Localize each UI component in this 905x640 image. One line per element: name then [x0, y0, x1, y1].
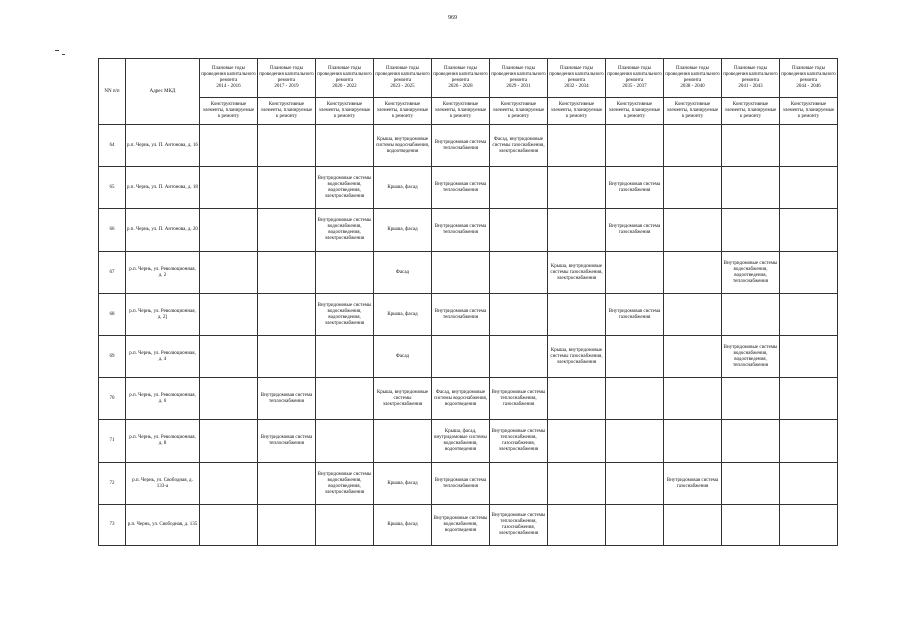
repair-cell: [548, 209, 606, 252]
repair-cell: [780, 125, 838, 167]
repair-cell: Внутридомовые системы водоснабжения, водоотведения, электроснабжения: [316, 463, 374, 505]
element-header: Конструктивные элементы, планируемые к ремонту: [722, 98, 780, 125]
repair-cell: [722, 420, 780, 463]
repair-cell: [780, 378, 838, 420]
period-label: Плановые годы проведения капитального ремонта: [259, 66, 314, 83]
row-number: 73: [99, 505, 126, 546]
repair-cell: Фасад: [374, 336, 432, 378]
repair-cell: [722, 378, 780, 420]
period-years: 2041 - 2043: [738, 84, 763, 89]
row-number: 70: [99, 378, 126, 420]
repair-cell: [316, 336, 374, 378]
repair-cell: [258, 209, 316, 252]
period-years: 2038 - 2040: [680, 84, 705, 89]
period-header: [258, 59, 316, 98]
num-header: NN п/п: [99, 59, 126, 125]
element-header: Конструктивные элементы, планируемые к ремонту: [258, 98, 316, 125]
repair-cell: Крыша, внутридомовые системы водоснабжения, водоотведения: [374, 125, 432, 167]
repair-cell: [664, 209, 722, 252]
repair-cell: [200, 420, 258, 463]
period-label: Плановые годы проведения капитального ремонта: [665, 66, 720, 83]
element-header: Конструктивные элементы, планируемые к ремонту: [432, 98, 490, 125]
table-row: [99, 125, 838, 167]
repair-cell: Крыша, фасад: [374, 505, 432, 546]
period-label: Плановые годы проведения капитального ремонта: [201, 66, 256, 83]
repair-cell: Внутридомовая система теплоснабжения: [432, 125, 490, 167]
repair-cell: [316, 420, 374, 463]
repair-cell: Крыша, фасад: [374, 167, 432, 209]
repair-cell: [200, 209, 258, 252]
period-header: [548, 59, 606, 98]
repair-cell: [606, 378, 664, 420]
repair-cell: [258, 463, 316, 505]
repair-cell: Крыша, фасад: [374, 463, 432, 505]
period-years: 2044 - 2046: [796, 84, 821, 89]
repair-cell: [200, 252, 258, 294]
repair-cell: Внутридомовая система теплоснабжения: [258, 378, 316, 420]
row-address: р.п. Чернь, ул. Революционная, д. 8: [126, 420, 200, 463]
period-years: 2029 - 2031: [506, 84, 531, 89]
repair-cell: [258, 505, 316, 546]
repair-cell: [490, 294, 548, 336]
repair-cell: Крыша, фасад: [374, 209, 432, 252]
repair-cell: [316, 505, 374, 546]
repair-cell: [548, 294, 606, 336]
table-row: [99, 252, 838, 294]
period-header: [664, 59, 722, 98]
row-number: 67: [99, 252, 126, 294]
repair-cell: [490, 336, 548, 378]
scan-mark: [62, 54, 65, 55]
table-body: [99, 125, 838, 546]
row-number: 71: [99, 420, 126, 463]
table-row: [99, 505, 838, 546]
repair-cell: [548, 125, 606, 167]
repair-cell: [780, 336, 838, 378]
repair-cell: [316, 252, 374, 294]
period-label: Плановые годы проведения капитального ремонта: [375, 66, 430, 83]
repair-cell: [780, 209, 838, 252]
repair-cell: [606, 420, 664, 463]
repair-cell: [780, 463, 838, 505]
repair-cell: [664, 167, 722, 209]
repair-cell: Внутридомовые системы водоснабжения, водоотведения: [432, 505, 490, 546]
repair-cell: [490, 209, 548, 252]
repair-cell: [548, 378, 606, 420]
repair-cell: [490, 252, 548, 294]
page-number: 969: [448, 15, 457, 21]
row-address: р.п. Чернь, ул. Свободная, д. 133-а: [126, 463, 200, 505]
table-row: [99, 167, 838, 209]
repair-cell: Внутридомовая система газоснабжения: [606, 294, 664, 336]
repair-cell: [722, 505, 780, 546]
repair-cell: [200, 167, 258, 209]
repair-cell: [548, 420, 606, 463]
repair-cell: [722, 209, 780, 252]
repair-cell: [606, 336, 664, 378]
period-label: Плановые годы проведения капитального ремонта: [433, 66, 488, 83]
period-header: [490, 59, 548, 98]
repair-cell: Фасад: [374, 252, 432, 294]
repair-cell: [316, 125, 374, 167]
repair-cell: Фасад, внутридомовые системы водоснабжения, водоотведения: [432, 378, 490, 420]
repair-cell: [200, 378, 258, 420]
table-row: [99, 209, 838, 252]
repair-cell: Внутридомовые системы теплоснабжения, газоснабжения, электроснабжения: [490, 505, 548, 546]
repair-cell: [490, 167, 548, 209]
period-label: Плановые годы проведения капитального ремонта: [723, 66, 778, 83]
repair-cell: [258, 252, 316, 294]
row-number: 66: [99, 209, 126, 252]
period-years: 2017 - 2019: [274, 84, 299, 89]
period-label: Плановые годы проведения капитального ремонта: [781, 66, 836, 83]
repair-cell: [200, 463, 258, 505]
row-number: 69: [99, 336, 126, 378]
period-header: [374, 59, 432, 98]
repair-cell: [316, 378, 374, 420]
row-number: 65: [99, 167, 126, 209]
row-address: р.п. Чернь, ул. П. Антонова, д. 16: [126, 125, 200, 167]
repair-cell: Внутридомовые системы водоснабжения, водоотведения, электроснабжения: [316, 167, 374, 209]
repair-cell: [664, 125, 722, 167]
row-address: р.п. Чернь, ул. Революционная, д. 2]: [126, 294, 200, 336]
repair-cell: [780, 167, 838, 209]
period-years: 2014 - 2016: [216, 84, 241, 89]
period-years: 2026 - 2028: [448, 84, 473, 89]
repair-cell: [490, 463, 548, 505]
element-header: Конструктивные элементы, планируемые к ремонту: [780, 98, 838, 125]
repair-cell: Внутридомовые системы теплоснабжения, газоснабжения: [490, 378, 548, 420]
repair-cell: Внутридомовая система теплоснабжения: [432, 209, 490, 252]
repair-cell: [258, 167, 316, 209]
period-header: [722, 59, 780, 98]
repair-cell: [606, 125, 664, 167]
repair-cell: Внутридомовая система газоснабжения: [664, 463, 722, 505]
repair-cell: Крыша, внутридомовые системы электроснабжения: [374, 378, 432, 420]
repair-cell: [780, 294, 838, 336]
period-header-row: [99, 59, 838, 98]
repair-cell: [548, 505, 606, 546]
repair-cell: [432, 336, 490, 378]
repair-cell: [722, 125, 780, 167]
repair-cell: [664, 294, 722, 336]
element-header: Конструктивные элементы, планируемые к ремонту: [316, 98, 374, 125]
element-header-row: [99, 98, 838, 125]
repair-cell: Внутридомовые системы водоснабжения, водоотведения, теплоснабжения: [722, 336, 780, 378]
repair-cell: [722, 167, 780, 209]
repair-cell: [432, 252, 490, 294]
repair-cell: [200, 505, 258, 546]
period-header: [780, 59, 838, 98]
repair-cell: Внутридомовые системы теплоснабжения, газоснабжения, электроснабжения: [490, 420, 548, 463]
element-header: Конструктивные элементы, планируемые к ремонту: [548, 98, 606, 125]
period-label: Плановые годы проведения капитального ремонта: [607, 66, 662, 83]
repair-cell: Внутридомовая система теплоснабжения: [432, 167, 490, 209]
period-years: 2035 - 2037: [622, 84, 647, 89]
repair-cell: [548, 463, 606, 505]
period-header: [606, 59, 664, 98]
element-header: Конструктивные элементы, планируемые к ремонту: [490, 98, 548, 125]
repair-cell: Внутридомовые системы водоснабжения, водоотведения, электроснабжения: [316, 294, 374, 336]
repair-cell: [200, 336, 258, 378]
repair-cell: [258, 336, 316, 378]
repair-cell: Крыша, внутридомовые системы газоснабжения, электроснабжения: [548, 252, 606, 294]
repair-cell: Внутридомовая система газоснабжения: [606, 209, 664, 252]
repair-cell: Внутридомовая система газоснабжения: [606, 167, 664, 209]
row-number: 64: [99, 125, 126, 167]
element-header: Конструктивные элементы, планируемые к ремонту: [664, 98, 722, 125]
repair-cell: [664, 336, 722, 378]
period-years: 2032 - 2034: [564, 84, 589, 89]
row-address: р.п. Чернь, ул. Революционная, д. 6: [126, 378, 200, 420]
row-address: р.п. Чернь, ул. П. Антонова, д. 20: [126, 209, 200, 252]
table-row: [99, 336, 838, 378]
repair-cell: [258, 125, 316, 167]
repair-cell: [548, 167, 606, 209]
repair-cell: [258, 294, 316, 336]
repair-cell: [722, 463, 780, 505]
row-number: 72: [99, 463, 126, 505]
element-header: Конструктивные элементы, планируемые к ремонту: [606, 98, 664, 125]
scan-mark: [55, 50, 59, 51]
repair-cell: [374, 420, 432, 463]
repair-cell: [780, 420, 838, 463]
repair-cell: Крыша, фасад, внутридомовые системы водоснабжения, водоотведения: [432, 420, 490, 463]
addr-header: Адрес МКД: [126, 59, 200, 125]
repair-cell: [200, 125, 258, 167]
repair-cell: Фасад, внутридомовые системы газоснабжения, электроснабжения: [490, 125, 548, 167]
row-address: р.п. Чернь, ул. Революционная, д. 2: [126, 252, 200, 294]
repair-cell: Внутридомовая система теплоснабжения: [432, 294, 490, 336]
repair-cell: Внутридомовая система теплоснабжения: [258, 420, 316, 463]
repair-cell: [780, 252, 838, 294]
repair-cell: Внутридомовые системы водоснабжения, водоотведения, теплоснабжения: [722, 252, 780, 294]
period-label: Плановые годы проведения капитального ремонта: [491, 66, 546, 83]
period-label: Плановые годы проведения капитального ремонта: [549, 66, 604, 83]
repair-cell: Внутридомовые системы водоснабжения, водоотведения, электроснабжения: [316, 209, 374, 252]
repair-cell: [664, 420, 722, 463]
repair-cell: Крыша, внутридомовые системы газоснабжения, электроснабжения: [548, 336, 606, 378]
repair-cell: [722, 294, 780, 336]
repair-cell: [606, 252, 664, 294]
repair-schedule-table: [98, 58, 838, 546]
repair-cell: [200, 294, 258, 336]
period-header: [316, 59, 374, 98]
row-address: р.п. Чернь, ул. П. Антонова, д. 18: [126, 167, 200, 209]
element-header: Конструктивные элементы, планируемые к ремонту: [374, 98, 432, 125]
repair-cell: [664, 252, 722, 294]
table-row: [99, 294, 838, 336]
element-header: Конструктивные элементы, планируемые к ремонту: [200, 98, 258, 125]
row-address: р.п. Чернь, ул. Свободная, д. 135: [126, 505, 200, 546]
period-header: [200, 59, 258, 98]
period-header: [432, 59, 490, 98]
repair-cell: [780, 505, 838, 546]
period-years: 2020 - 2022: [332, 84, 357, 89]
row-address: р.п. Чернь, ул. Революционная, д. 4: [126, 336, 200, 378]
repair-cell: [606, 463, 664, 505]
repair-cell: [606, 505, 664, 546]
table-row: [99, 378, 838, 420]
period-label: Плановые годы проведения капитального ремонта: [317, 66, 372, 83]
repair-cell: [664, 505, 722, 546]
table-row: [99, 420, 838, 463]
repair-cell: Внутридомовая система теплоснабжения: [432, 463, 490, 505]
period-years: 2023 - 2025: [390, 84, 415, 89]
repair-cell: Крыша, фасад: [374, 294, 432, 336]
table-row: [99, 463, 838, 505]
repair-cell: [664, 378, 722, 420]
row-number: 68: [99, 294, 126, 336]
